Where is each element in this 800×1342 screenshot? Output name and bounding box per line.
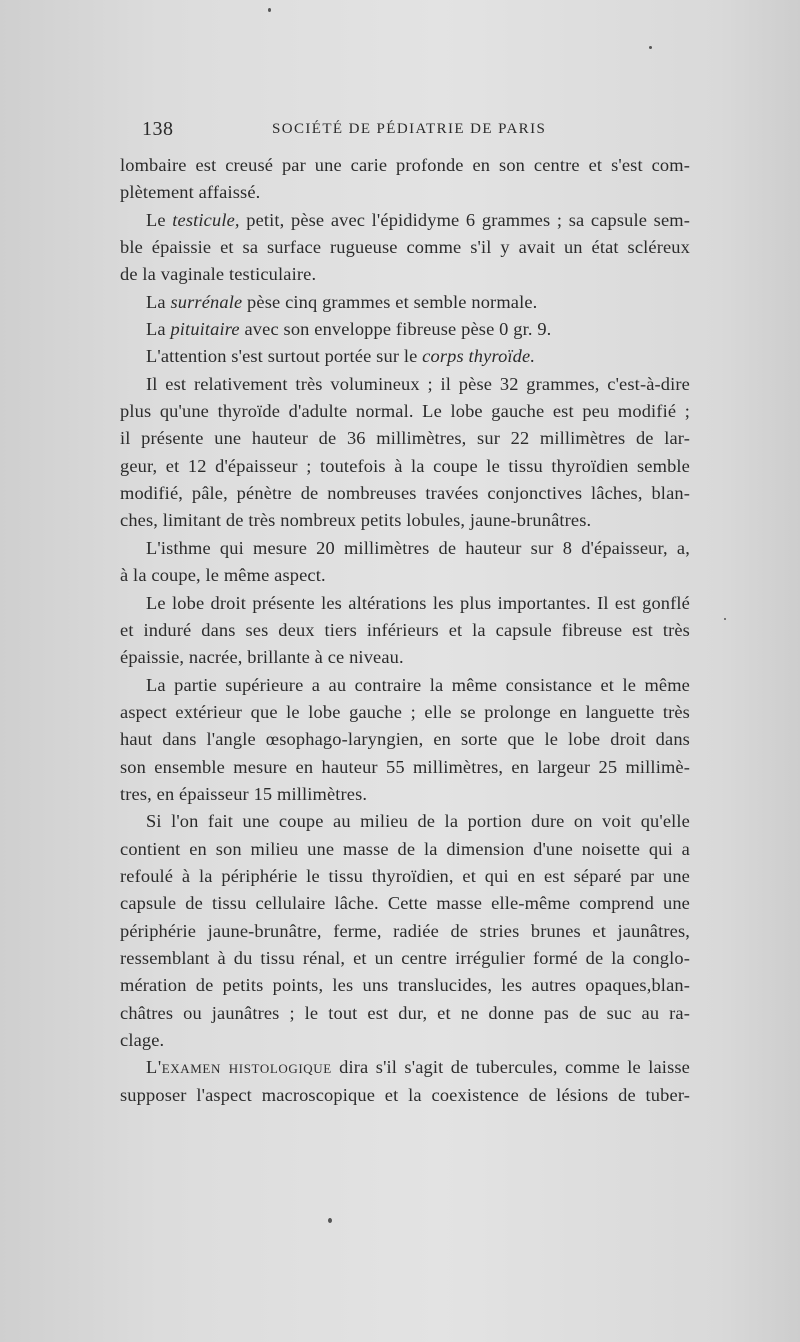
text-line: mération de petits points, les uns translucides, les autres opaques,blan- (120, 975, 690, 996)
text-line: contient en son milieu une masse de la dimension d'une noisette qui a (120, 838, 690, 859)
text-line (120, 316, 690, 343)
text-run: petit, pèse avec l'épididyme 6 grammes ; sa capsule sem- (239, 209, 690, 230)
running-title: SOCIÉTÉ DE PÉDIATRIE DE PARIS (272, 121, 547, 137)
text-line: capsule de tissu cellulaire lâche. Cette masse elle-même comprend une (120, 893, 690, 914)
text-line: geur, et 12 d'épaisseur ; toutefois à la coupe le tissu thyroïdien semble (120, 455, 690, 476)
text-line: il présente une hauteur de 36 millimètres, sur 22 millimètres de lar- (120, 428, 690, 449)
text-line: refoulé à la périphérie le tissu thyroïdien, et qui en est séparé par une (120, 865, 690, 886)
text-line (120, 207, 690, 234)
text-line (120, 343, 690, 370)
text-line: Il est relativement très volumineux ; il pèse 32 grammes, c'est-à-dire (146, 373, 690, 394)
text-run: Le (146, 209, 173, 230)
text-line: tres, en épaisseur 15 millimètres. (120, 783, 368, 804)
text-run: La (146, 291, 171, 312)
text-line: aspect extérieur que le lobe gauche ; elle se prolonge en languette très (120, 701, 690, 722)
page-header (142, 118, 702, 148)
text-line: plètement affaissé. (120, 182, 261, 203)
text-line: L'isthme qui mesure 20 millimètres de hauteur sur 8 d'épaisseur, a, (146, 537, 690, 558)
text-run: pèse cinq grammes et semble normale. (242, 291, 538, 312)
text-line: modifié, pâle, pénètre de nombreuses travées conjonctives lâches, blan- (120, 483, 690, 504)
text-line: Le lobe droit présente les altérations les plus importantes. Il est gonflé (146, 592, 690, 613)
text-run: La (146, 319, 171, 340)
text-run: dira s'il s'agit de tubercules, comme le laisse (331, 1057, 690, 1078)
italic-term: surrénale (170, 291, 243, 312)
text-run: L'attention s'est surtout portée sur le (146, 346, 423, 367)
italic-term: testicule, (172, 209, 240, 230)
text-line: La partie supérieure a au contraire la même consistance et le même (146, 674, 690, 695)
text-line: épaissie, nacrée, brillante à ce niveau. (120, 647, 404, 668)
text-line (120, 1054, 690, 1081)
text-line: et induré dans ses deux tiers inférieurs et la capsule fibreuse est très (120, 619, 690, 640)
text-line: haut dans l'angle œsophago-laryngien, en sorte que le lobe droit dans (120, 729, 690, 750)
italic-term: pituitaire (170, 319, 240, 340)
italic-term: corps thyroïde. (422, 346, 536, 367)
text-line: lombaire est creusé par une carie profonde en son centre et s'est com- (120, 155, 690, 175)
text-line: supposer l'aspect macroscopique et la coexistence de lésions de tuber- (120, 1084, 690, 1105)
text-line: Si l'on fait une coupe au milieu de la portion dure on voit qu'elle (146, 811, 690, 832)
smallcaps-heading: L'examen histologique (146, 1057, 332, 1078)
text-line: ches, limitant de très nombreux petits lobules, jaune-brunâtres. (120, 510, 592, 531)
text-line: ressemblant à du tissu rénal, et un centre irrégulier formé de la conglo- (120, 947, 690, 968)
text-run: avec son enveloppe fibreuse pèse 0 gr. 9. (239, 319, 552, 340)
text-line: de la vaginale testiculaire. (120, 264, 317, 285)
page-number: 138 (142, 118, 174, 140)
text-line: ble épaissie et sa surface rugueuse comme s'il y avait un état scléreux (120, 237, 690, 258)
text-line: son ensemble mesure en hauteur 55 millimètres, en largeur 25 millimè- (120, 756, 690, 777)
text-line (120, 289, 690, 316)
text-line: périphérie jaune-brunâtre, ferme, radiée de stries brunes et jaunâtres, (120, 920, 690, 941)
body-text (120, 152, 690, 1109)
text-line: clage. (120, 1030, 165, 1050)
text-line: à la coupe, le même aspect. (120, 565, 326, 586)
text-line: plus qu'une thyroïde d'adulte normal. Le lobe gauche est peu modifié ; (120, 401, 690, 422)
text-line: châtres ou jaunâtres ; le tout est dur, et ne donne pas de suc au ra- (120, 1002, 690, 1023)
